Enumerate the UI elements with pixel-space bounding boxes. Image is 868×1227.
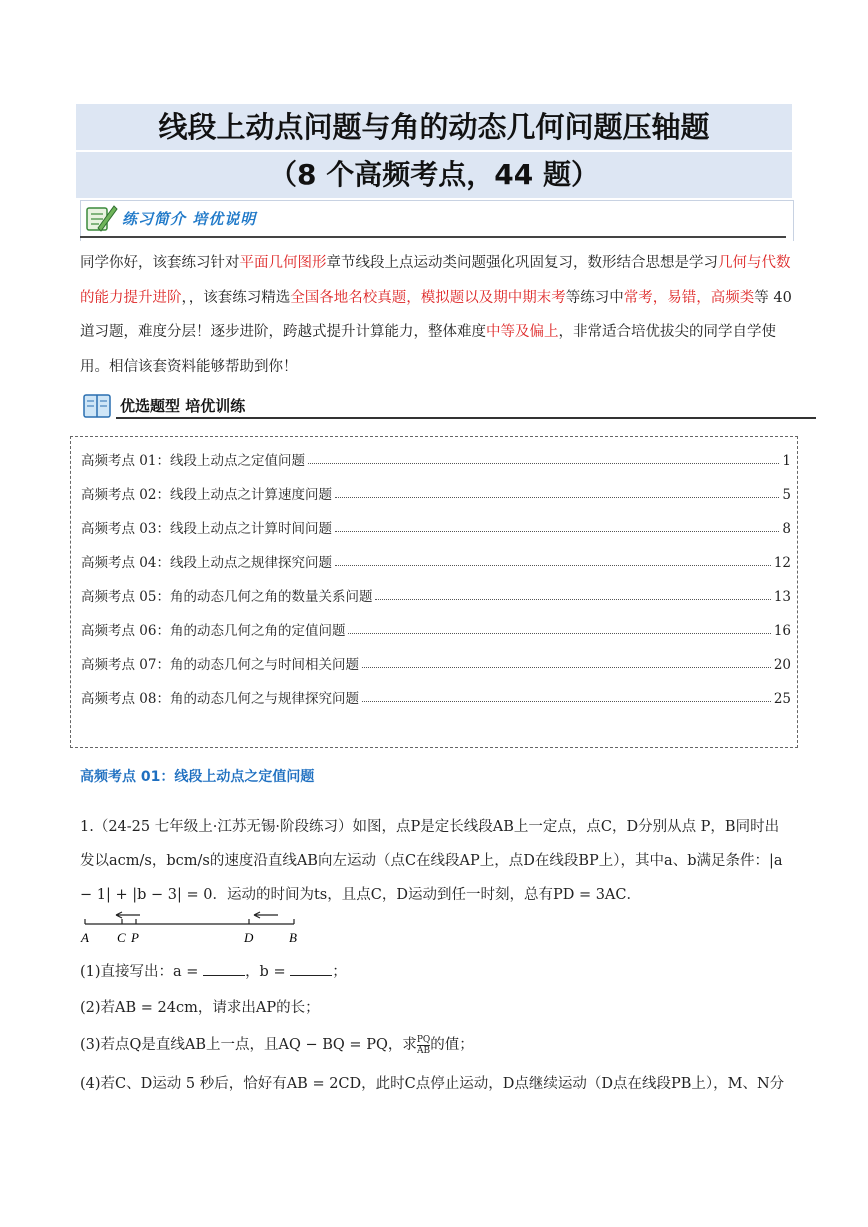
- pen-paper-icon: [84, 202, 120, 234]
- point-label: P: [131, 930, 139, 945]
- segment-figure: [80, 906, 310, 952]
- toc-item-page: 13: [773, 589, 791, 605]
- toc-item[interactable]: [81, 517, 791, 537]
- sub-question-text: (3)若点Q是直线AB上一点，且AQ − BQ = PQ，求: [80, 1037, 417, 1053]
- toc-leader: [335, 497, 779, 498]
- toc-item[interactable]: [81, 585, 791, 605]
- sub-question-text: ，b =: [245, 964, 291, 980]
- intro-highlight: 常考，易错，高频类: [623, 289, 755, 306]
- toc-item-page: 12: [773, 555, 791, 571]
- toc-item[interactable]: [81, 449, 791, 469]
- toc-item-page: 25: [773, 691, 791, 707]
- question-1-text: 1.（24-25 七年级上·江苏无锡·阶段练习）如图，点P是定长线段AB上一定点，点C，D分别从点 P，B同时出发以acm/s，bcm/s的速度沿直线AB向左运动（点C在线段AP上，点D在线段BP上），其中a、b满足条件：|a − 1| + |b − 3| = 0．运动的时间为ts，且点C，D运动到任一时刻，总有PD = 3AC．: [80, 819, 783, 903]
- sub-question-text: 的值；: [430, 1037, 474, 1053]
- intro-paragraph: [80, 246, 792, 384]
- toc-item[interactable]: [81, 653, 791, 673]
- intro-highlight: 平面几何图形: [239, 255, 327, 271]
- intro-text: ，，该套练习精选: [181, 289, 291, 306]
- sub-question-3: [80, 1033, 474, 1056]
- toc-leader: [362, 701, 771, 702]
- toc-item[interactable]: [81, 551, 791, 571]
- toc-item-label: 高频考点 07：角的动态几何之与时间相关问题: [81, 657, 359, 673]
- toc-item-page: 8: [782, 521, 791, 537]
- intro-highlight: 中等及偏上: [486, 324, 559, 340]
- toc-leader: [362, 667, 771, 668]
- arrow-left-icon: [116, 912, 140, 918]
- toc-item-page: 16: [773, 623, 791, 639]
- fraction-numerator: PQ: [416, 1034, 431, 1045]
- answer-blank[interactable]: [203, 961, 245, 976]
- section-label-intro: 练习简介 培优说明: [122, 210, 257, 228]
- toc-item-page: 1: [782, 453, 791, 469]
- toc-item-label: 高频考点 04：线段上动点之规律探究问题: [81, 555, 332, 571]
- point-label: C: [117, 930, 126, 945]
- title-line-1: 线段上动点问题与角的动态几何问题压轴题: [76, 104, 792, 150]
- toc-leader: [308, 463, 779, 464]
- fraction-denominator: AB: [417, 1045, 431, 1056]
- topic-heading: 高频考点 01：线段上动点之定值问题: [80, 769, 315, 785]
- sub-question-1: [80, 960, 347, 981]
- intro-highlight: 全国各地名校真题，模拟题以及期中期末考: [290, 289, 566, 306]
- toc-leader: [375, 599, 770, 600]
- toc-leader: [348, 633, 770, 634]
- toc-item-label: 高频考点 08：角的动态几何之与规律探究问题: [81, 691, 359, 707]
- sub-question-2: (2)若AB = 24cm，请求出AP的长；: [80, 1000, 320, 1016]
- title-line-2: （8 个高频考点，44 题）: [76, 152, 792, 198]
- sub-question-text: (1)直接写出：a =: [80, 964, 204, 980]
- toc-leader: [335, 531, 779, 532]
- point-label: D: [244, 930, 254, 945]
- arrow-left-icon: [254, 912, 278, 918]
- toc-item-label: 高频考点 05：角的动态几何之角的数量关系问题: [81, 589, 373, 605]
- intro-text: 等 40 道习题，难度分层！逐步进阶，跨越式提升计算能力，整体难度: [80, 289, 792, 340]
- toc-item-page: 20: [773, 657, 791, 673]
- section-divider: [116, 417, 816, 419]
- fraction: [417, 1035, 430, 1056]
- intro-text: 等练习中: [565, 289, 624, 306]
- section-header-training: [80, 390, 786, 426]
- toc-item-label: 高频考点 06：角的动态几何之角的定值问题: [81, 623, 346, 639]
- point-label: A: [81, 930, 89, 945]
- toc-item-label: 高频考点 03：线段上动点之计算时间问题: [81, 521, 332, 537]
- section-divider: [80, 236, 786, 238]
- table-of-contents: [70, 436, 798, 748]
- intro-text: ，非常适合培优拔尖的同学自学使用。相信该套资料能够帮助到你！: [80, 324, 776, 375]
- intro-highlight: 几何与代数的能力提升进阶: [80, 255, 791, 306]
- answer-blank[interactable]: [290, 961, 332, 976]
- toc-item[interactable]: [81, 619, 791, 639]
- toc-item[interactable]: [81, 483, 791, 503]
- book-icon: [82, 392, 114, 420]
- toc-item-label: 高频考点 02：线段上动点之计算速度问题: [81, 487, 332, 503]
- toc-item-label: 高频考点 01：线段上动点之定值问题: [81, 453, 305, 469]
- point-label: B: [289, 930, 297, 945]
- sub-question-4: (4)若C、D运动 5 秒后，恰好有AB = 2CD，此时C点停止运动，D点继续运动（D点在线段PB上），M、N分: [80, 1076, 785, 1092]
- intro-text: 同学你好，该套练习针对: [80, 255, 240, 271]
- intro-text: 章节线段上点运动类问题强化巩固复习，数形结合思想是学习: [326, 255, 718, 271]
- toc-item-page: 5: [782, 487, 791, 503]
- section-label-training: 优选题型 培优训练: [120, 397, 246, 415]
- toc-item[interactable]: [81, 687, 791, 707]
- sub-question-text: ；: [332, 964, 347, 980]
- toc-leader: [335, 565, 771, 566]
- section-header-intro: [80, 200, 786, 236]
